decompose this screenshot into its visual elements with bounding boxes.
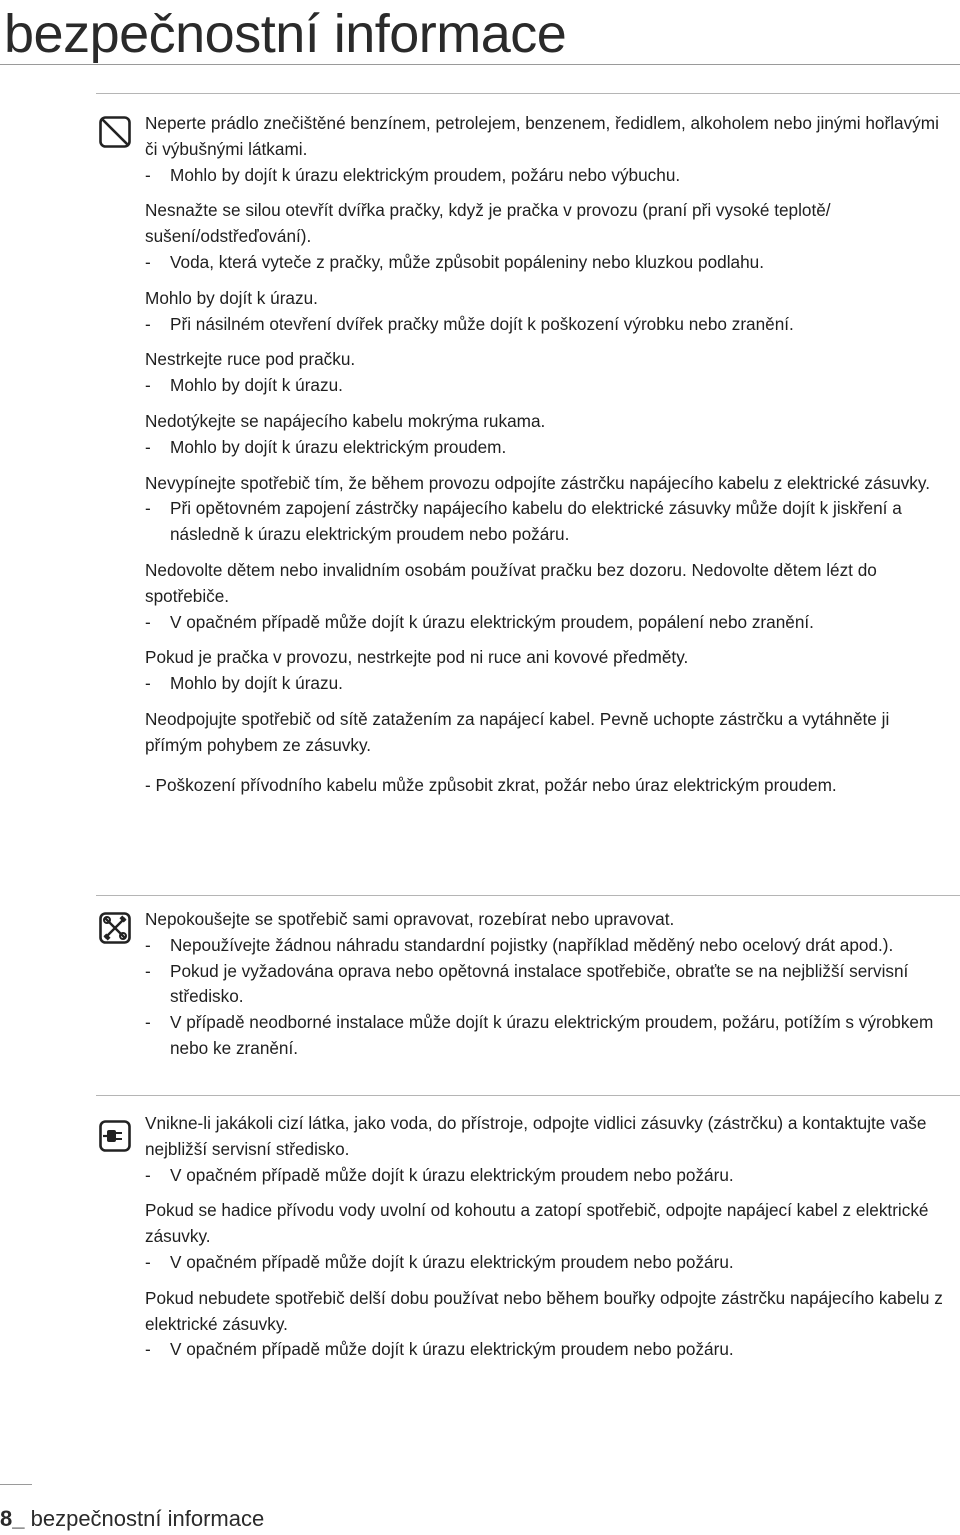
list-dash: -	[145, 251, 151, 272]
safety-consequence	[145, 496, 945, 548]
safety-instruction: - Poškození přívodního kabelu může způsobit zkrat, požár nebo úraz elektrickým proudem.	[145, 774, 837, 795]
safety-consequence	[145, 933, 945, 959]
consequence-text: Mohlo by dojít k úrazu.	[170, 375, 343, 396]
section-divider	[96, 93, 960, 94]
consequence-text: V opačném případě může dojít k úrazu elektrickým proudem nebo požáru.	[170, 1339, 734, 1360]
safety-consequence	[145, 1010, 945, 1062]
consequence-text: V opačném případě může dojít k úrazu elektrickým proudem nebo požáru.	[170, 1251, 734, 1272]
section-content	[145, 111, 945, 808]
list-dash: -	[145, 375, 151, 396]
safety-consequence	[145, 959, 945, 1011]
safety-item	[145, 773, 945, 799]
safety-item	[145, 111, 945, 188]
safety-instruction: Mohlo by dojít k úrazu.	[145, 287, 318, 308]
consequence-text: Voda, která vyteče z pračky, může způsobit popáleniny nebo kluzkou podlahu.	[170, 251, 764, 272]
consequence-text: V opačném případě může dojít k úrazu elektrickým proudem, popálení nebo zranění.	[170, 611, 814, 632]
list-dash: -	[145, 164, 151, 185]
safety-instruction: Nepokoušejte se spotřebič sami opravovat, rozebírat nebo upravovat.	[145, 909, 675, 929]
safety-item	[145, 1198, 945, 1275]
consequence-text: V případě neodborné instalace může dojít k úrazu elektrickým proudem, požáru, potížím s výrobkem nebo ke zranění.	[170, 1012, 934, 1058]
safety-consequence	[145, 671, 945, 697]
page-title: bezpečnostní informace	[4, 4, 567, 64]
safety-item	[145, 558, 945, 635]
unplug-icon	[99, 1120, 131, 1152]
safety-instruction: Neodpojujte spotřebič od sítě zatažením za napájecí kabel. Pevně uchopte zástrčku a vytáhněte ji přímým pohybem ze zásuvky.	[145, 708, 890, 755]
safety-instruction: Pokud nebudete spotřebič delší dobu používat nebo během bouřky odpojte zástrčku napájecího kabelu z elektrické zásuvky.	[145, 1287, 943, 1334]
prohibition-icon	[99, 116, 131, 148]
safety-item	[145, 471, 945, 548]
list-dash: -	[145, 1251, 151, 1272]
list-dash: -	[145, 313, 151, 334]
consequence-text: Při násilném otevření dvířek pračky může dojít k poškození výrobku nebo zranění.	[170, 313, 794, 334]
list-dash: -	[145, 934, 151, 955]
list-dash: -	[145, 436, 151, 457]
safety-instruction: Nesnažte se silou otevřít dvířka pračky, když je pračka v provozu (praní při vysoké teplotě/ sušení/odstřeďování).	[145, 200, 831, 247]
page-number: 8_	[0, 1506, 25, 1531]
do-not-disassemble-icon	[99, 912, 131, 944]
safety-item	[145, 409, 945, 461]
safety-item	[145, 707, 945, 759]
consequence-text: Mohlo by dojít k úrazu elektrickým proudem.	[170, 436, 507, 457]
section-divider	[96, 1095, 960, 1096]
consequence-text: Při opětovném zapojení zástrčky napájecího kabelu do elektrické zásuvky může dojít k jiskření a následně k úrazu elektrickým proudem nebo požáru.	[170, 498, 902, 545]
safety-consequence	[145, 373, 945, 399]
safety-instruction: Nedotýkejte se napájecího kabelu mokrýma rukama.	[145, 410, 546, 431]
safety-instruction: Nestrkejte ruce pod pračku.	[145, 349, 356, 370]
safety-consequence	[145, 163, 945, 189]
safety-item	[145, 1111, 945, 1188]
safety-instruction: Nedovolte dětem nebo invalidním osobám používat pračku bez dozoru. Nedovolte dětem lézt do spotřebiče.	[145, 559, 877, 606]
list-dash: -	[145, 1339, 151, 1360]
safety-consequence	[145, 1337, 945, 1363]
consequence-text: Nepoužívejte žádnou náhradu standardní pojistky (například měděný nebo ocelový drát apod.).	[170, 934, 894, 955]
safety-item	[145, 198, 945, 275]
safety-item	[145, 347, 945, 399]
list-dash: -	[145, 960, 151, 981]
safety-item	[145, 286, 945, 338]
section-content	[145, 907, 945, 1072]
safety-consequence	[145, 1163, 945, 1189]
safety-consequence	[145, 435, 945, 461]
safety-instruction: Neperte prádlo znečištěné benzínem, petrolejem, benzenem, ředidlem, alkoholem nebo jinými hořlavými či výbušnými látkami.	[145, 113, 939, 159]
list-dash: -	[145, 1012, 151, 1033]
safety-instruction: Pokud je pračka v provozu, nestrkejte pod ni ruce ani kovové předměty.	[145, 647, 689, 668]
page-footer	[0, 1506, 264, 1532]
title-divider	[0, 64, 960, 65]
safety-consequence	[145, 1250, 945, 1276]
safety-consequence	[145, 610, 945, 636]
footer-divider	[0, 1484, 32, 1485]
consequence-text: Pokud je vyžadována oprava nebo opětovná instalace spotřebiče, obraťte se na nejbližší servisní středisko.	[170, 960, 909, 1007]
consequence-text: Mohlo by dojít k úrazu.	[170, 673, 343, 694]
consequence-text: V opačném případě může dojít k úrazu elektrickým proudem nebo požáru.	[170, 1164, 734, 1185]
list-dash: -	[145, 498, 151, 519]
safety-item	[145, 645, 945, 697]
safety-item	[145, 1286, 945, 1363]
safety-consequence	[145, 312, 945, 338]
safety-instruction: Pokud se hadice přívodu vody uvolní od kohoutu a zatopí spotřebič, odpojte napájecí kabel z elektrické zásuvky.	[145, 1200, 929, 1247]
safety-instruction: Vnikne-li jakákoli cizí látka, jako voda, do přístroje, odpojte vidlici zásuvky (zástrčku) a kontaktujte vaše nejbližší servisní středisko.	[145, 1113, 927, 1159]
safety-instruction: Nevypínejte spotřebič tím, že během provozu odpojíte zástrčku napájecího kabelu z elektrické zásuvky.	[145, 472, 930, 493]
consequence-text: Mohlo by dojít k úrazu elektrickým proudem, požáru nebo výbuchu.	[170, 164, 681, 185]
list-dash: -	[145, 611, 151, 632]
footer-label: bezpečnostní informace	[30, 1506, 265, 1531]
list-dash: -	[145, 1164, 151, 1185]
section-content	[145, 1111, 945, 1373]
section-divider	[96, 895, 960, 896]
safety-item	[145, 907, 945, 1062]
safety-consequence	[145, 250, 945, 276]
list-dash: -	[145, 673, 151, 694]
